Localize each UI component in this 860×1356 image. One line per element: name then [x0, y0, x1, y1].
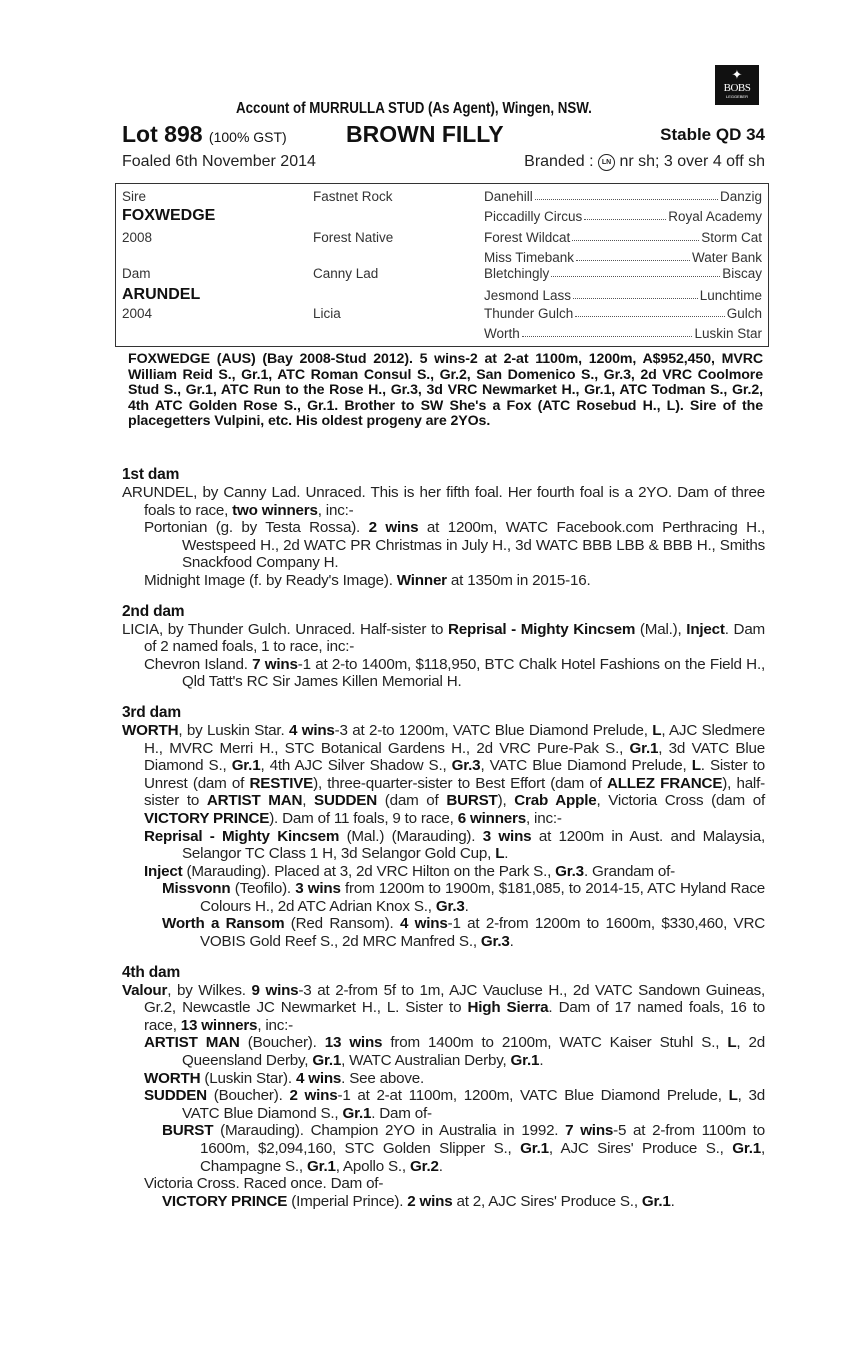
- entry-text: .: [670, 1192, 675, 1210]
- entry-text: , by Luskin Star.: [178, 721, 289, 739]
- entry-text: , Apollo S.,: [335, 1157, 410, 1175]
- entry-text: , Victoria Cross (dam of: [596, 792, 765, 810]
- ggp-horse: Thunder Gulch: [484, 306, 574, 321]
- ggp-horse: Bletchingly: [484, 266, 550, 281]
- ggp-sire: Water Bank: [691, 250, 762, 265]
- ggp-row: [484, 189, 762, 204]
- entry-text: -5 at 2-from 1100m to 1600m, $2,094,160, STC Golden Slipper S.,: [200, 1122, 765, 1157]
- highlight-text: ARTIST MAN: [144, 1034, 240, 1052]
- entry-text: LICIA, by Thunder Gulch. Unraced. Half-sister to: [122, 620, 449, 638]
- entry-text: (dam of: [376, 792, 447, 810]
- pedigree-entry: [122, 982, 765, 1035]
- entry-text: at 1350m in 2015-16.: [446, 571, 591, 589]
- highlight-text: Reprisal - Mighty Kincsem: [448, 620, 636, 638]
- dam-name: ARUNDEL: [122, 286, 201, 303]
- pedigree-entry: [122, 572, 765, 590]
- highlight-text: L: [495, 845, 505, 863]
- entry-text: .: [438, 1157, 443, 1175]
- highlight-text: Gr.3: [480, 933, 510, 951]
- section-heading: 4th dam: [122, 963, 181, 981]
- ggp-row: [484, 250, 762, 265]
- entry-text: . Dam of 2 named foals, 1 to race, inc:-: [144, 620, 766, 656]
- pedigree-entry: [122, 915, 765, 950]
- sire-summary: FOXWEDGE (AUS) (Bay 2008-Stud 2012). 5 wins-2 at 2-at 1100m, 1200m, A$952,450, MVRC William Reid S., Gr.1, ATC Roman Consul S., Gr.2, San Domenico S., Gr.3, 2d VRC Coolmore Stud S., Gr.1, ATC Run to the Rose H., Gr.3, 3d VRC Newmarket H., Gr.1, ATC Todman S., Gr.2, 4th ATC Golden Rose S., Gr.1. Brother to SW She's a Fox (ATC Rosebud H., L). Sire of the placegetters Vulpini, etc. His oldest progeny are 2YOs.: [128, 351, 763, 429]
- highlight-text: BURST: [162, 1122, 214, 1140]
- section-heading: 3rd dam: [122, 703, 181, 721]
- entry-text: -1 at 2-from 1200m to 1600m, $330,460, VRC VOBIS Gold Reef S., 2d MRC Manfred S.,: [200, 915, 765, 951]
- bobs-logo: ✦ BOBS LEGGEBER: [715, 65, 759, 105]
- pedigree-entry: [122, 484, 765, 519]
- highlight-text: Winner: [396, 571, 447, 589]
- ggp-sire: Gulch: [726, 306, 762, 321]
- highlight-text: L: [691, 757, 701, 775]
- entry-text: Midnight Image (f. by Ready's Image).: [144, 571, 397, 589]
- entry-text: , 3d VATC Blue Diamond S.,: [144, 739, 765, 775]
- entry-text: . Dam of-: [371, 1104, 432, 1122]
- lot-line: [122, 121, 765, 147]
- ggp-row: [484, 306, 762, 321]
- highlight-text: L: [728, 1087, 738, 1105]
- highlight-text: Missvonn: [162, 880, 231, 898]
- sire-year: 2008: [122, 230, 153, 245]
- highlight-text: 7 wins: [565, 1122, 614, 1140]
- entry-text: , AJC Sledmere H., MVRC Merri H., STC Botanical Gardens H., 2d VRC Pure-Pak S.,: [144, 721, 765, 757]
- entry-text: -3 at 2-to 1200m, VATC Blue Diamond Prelude,: [334, 721, 653, 739]
- pedigree-entry: [122, 1087, 765, 1122]
- highlight-text: Inject: [144, 862, 183, 880]
- entry-text: , WATC Australian Derby,: [341, 1052, 511, 1070]
- entry-text: at 2, AJC Sires' Produce S.,: [452, 1192, 642, 1210]
- highlight-text: Gr.1: [312, 1052, 342, 1070]
- entry-text: , inc:-: [317, 501, 354, 519]
- pedigree-entry: [122, 656, 765, 691]
- entry-text: -3 at 2-from 5f to 1m, AJC Vaucluse H., 2d VATC Sandown Guineas, Gr.2, Newcastle JC Newmarket H., L. Sister to: [144, 981, 765, 1017]
- pedigree-entry: [122, 1175, 765, 1193]
- entry-text: .: [464, 897, 469, 915]
- entry-text: (Luskin Star).: [200, 1069, 296, 1087]
- ggp-horse: Jesmond Lass: [484, 288, 572, 303]
- ggp-sire: Danzig: [719, 189, 762, 204]
- ggp-horse: Miss Timebank: [484, 250, 575, 265]
- entry-text: from 1200m to 1900m, $181,085, to 2014-15, ATC Hyland Race Colours H., 2d ATC Adrian Knox S.,: [200, 880, 765, 915]
- highlight-text: Gr.1: [306, 1157, 336, 1175]
- entry-text: , by Wilkes.: [167, 981, 252, 999]
- highlight-text: 2 wins: [289, 1087, 338, 1105]
- highlight-text: BURST: [446, 792, 498, 810]
- entry-text: , Champagne S.,: [200, 1140, 766, 1175]
- entry-text: , inc:-: [525, 809, 562, 827]
- ggp-sire: Royal Academy: [668, 209, 762, 224]
- pedigree-entry: [122, 880, 765, 915]
- dam-label: Dam: [122, 266, 151, 281]
- highlight-text: SUDDEN: [144, 1087, 207, 1105]
- ggp-row: [484, 326, 762, 341]
- highlight-text: 9 wins: [251, 981, 299, 999]
- grandsire: Fastnet Rock: [313, 189, 393, 204]
- entry-text: (Mal.) (Marauding).: [339, 827, 483, 845]
- ggp-horse: Worth: [484, 326, 520, 341]
- ggp-horse: Forest Wildcat: [484, 230, 571, 245]
- pedigree-entry: [122, 1122, 765, 1175]
- dam-section: [122, 704, 765, 951]
- entry-text: -1 at 2-at 1100m, 1200m, VATC Blue Diamond Prelude,: [337, 1087, 729, 1105]
- entry-text: Chevron Island.: [144, 655, 253, 673]
- entry-text: , inc:-: [257, 1016, 294, 1034]
- vendor-account: Account of MURRULLA STUD (As Agent), Wingen, NSW.: [236, 100, 592, 117]
- highlight-text: 3 wins: [295, 880, 341, 898]
- dot-leader: [535, 189, 718, 200]
- entry-text: Victoria Cross. Raced once. Dam of-: [144, 1175, 384, 1193]
- highlight-text: Reprisal - Mighty Kincsem: [144, 827, 340, 845]
- ggp-sire: Lunchtime: [699, 288, 762, 303]
- highlight-text: 3 wins: [482, 827, 532, 845]
- highlight-text: High Sierra: [467, 999, 549, 1017]
- entry-text: -1 at 2-to 1400m, $118,950, BTC Chalk Hotel Fashions on the Field H., Qld Tatt's RC Sir James Killen Memorial H.: [182, 655, 765, 691]
- entry-text: , 2d Queensland Derby,: [182, 1034, 765, 1070]
- granddam: Licia: [313, 306, 341, 321]
- pedigree-entry: [122, 863, 765, 881]
- highlight-text: Gr.3: [451, 757, 481, 775]
- ggp-row: [484, 266, 762, 281]
- section-heading: 1st dam: [122, 466, 180, 483]
- entry-text: , 4th AJC Silver Shadow S.,: [260, 757, 452, 775]
- gst-note: (100% GST): [208, 129, 287, 145]
- ggp-horse: Piccadilly Circus: [484, 209, 583, 224]
- highlight-text: 2 wins: [407, 1192, 453, 1210]
- highlight-text: WORTH: [144, 1069, 201, 1087]
- section-heading: 2nd dam: [122, 602, 185, 620]
- entry-text: (Marauding). Placed at 3, 2d VRC Hilton on the Park S.,: [182, 862, 556, 880]
- pedigree-entry: [122, 1070, 765, 1088]
- sire-name: FOXWEDGE: [122, 207, 216, 224]
- entry-text: ),: [497, 792, 515, 810]
- entry-text: (Red Ransom).: [284, 915, 400, 933]
- entry-text: (Boucher).: [206, 1087, 290, 1105]
- pedigree-entry: [122, 1193, 765, 1211]
- highlight-text: Gr.3: [435, 897, 465, 915]
- highlight-text: 4 wins: [400, 915, 448, 933]
- highlight-text: Inject: [686, 620, 725, 638]
- entry-text: . See above.: [341, 1069, 425, 1087]
- ggp-sire: Storm Cat: [701, 230, 762, 245]
- highlight-text: Gr.1: [629, 739, 659, 757]
- entry-text: (Teofilo).: [230, 880, 296, 898]
- highlight-text: Gr.1: [231, 757, 261, 775]
- highlight-text: 4 wins: [295, 1069, 342, 1087]
- highlight-text: 6 winners: [457, 809, 526, 827]
- pedigree-entry: [122, 621, 765, 656]
- dam-section: [122, 964, 765, 1211]
- pedigree-table: [115, 183, 769, 347]
- dot-leader: [572, 230, 699, 241]
- highlight-text: Valour: [122, 981, 168, 999]
- ggp-sire: Biscay: [722, 266, 762, 281]
- dot-leader: [551, 266, 720, 277]
- sire-dam: Forest Native: [313, 230, 394, 245]
- colour-sex: BROWN FILLY: [346, 121, 504, 147]
- ggp-horse: Danehill: [484, 189, 533, 204]
- pedigree-entry: [122, 1034, 765, 1069]
- sire-label: Sire: [122, 189, 147, 204]
- entry-text: , VATC Blue Diamond Prelude,: [480, 757, 692, 775]
- dam-year: 2004: [122, 306, 153, 321]
- highlight-text: Gr.1: [520, 1140, 549, 1157]
- entry-text: , AJC Sires' Produce S.,: [548, 1140, 733, 1157]
- foaled-date: Foaled 6th November 2014: [122, 153, 316, 170]
- highlight-text: two winners: [232, 501, 318, 519]
- highlight-text: Gr.3: [555, 862, 584, 880]
- entry-text: ,: [302, 792, 315, 810]
- branded-info: Branded : LN nr sh; 3 over 4 off sh: [524, 153, 765, 170]
- entry-text: ARUNDEL, by Canny Lad. Unraced. This is her fifth foal. Her fourth foal is a 2YO. Dam of three foals to race,: [122, 484, 765, 519]
- highlight-text: 13 winners: [180, 1016, 258, 1034]
- entry-text: . Grandam of-: [583, 862, 676, 880]
- highlight-text: 13 wins: [324, 1034, 383, 1052]
- highlight-text: 7 wins: [252, 655, 298, 673]
- ggp-sire: Luskin Star: [694, 326, 762, 341]
- highlight-text: Crab Apple: [514, 792, 597, 810]
- entry-text: (Mal.),: [635, 620, 687, 638]
- lot-number: Lot 898 (100% GST): [122, 121, 287, 147]
- dam-sire: Canny Lad: [313, 266, 379, 281]
- family-details: [122, 466, 765, 1223]
- highlight-text: Gr.1: [732, 1140, 761, 1157]
- dot-leader: [575, 306, 724, 317]
- entry-text: from 1400m to 2100m, WATC Kaiser Stuhl S.,: [382, 1034, 728, 1052]
- entry-text: ). Dam of 11 foals, 9 to race,: [269, 809, 458, 827]
- entry-text: , 3d VATC Blue Diamond S.,: [182, 1087, 765, 1122]
- highlight-text: 2 wins: [368, 519, 419, 537]
- ggp-row: [484, 288, 762, 303]
- highlight-text: Gr.1: [342, 1104, 372, 1122]
- ggp-row: [484, 230, 762, 245]
- pedigree-entry: [122, 722, 765, 828]
- dot-leader: [584, 209, 666, 220]
- highlight-text: SUDDEN: [314, 792, 377, 810]
- highlight-text: 4 wins: [288, 721, 335, 739]
- entry-text: at 1200m in Aust. and Malaysia, Selangor TC Class 1 H, 3d Selangor Gold Cup,: [182, 827, 765, 863]
- highlight-text: L: [727, 1034, 737, 1052]
- entry-text: (Boucher).: [239, 1034, 325, 1052]
- entry-text: .: [504, 845, 509, 863]
- highlight-text: Gr.2: [409, 1157, 439, 1175]
- highlight-text: RESTIVE: [249, 774, 314, 792]
- pedigree-entry: [122, 519, 765, 572]
- highlight-text: L: [652, 721, 662, 739]
- highlight-text: Worth a Ransom: [162, 915, 285, 933]
- entry-text: at 1200m, WATC Facebook.com Perthracing H., Westspeed H., 2d WATC PR Christmas in July H., 3d WATC BBB LBB & BBB H., Smiths Snackfood Company H.: [182, 519, 765, 572]
- highlight-text: ARTIST MAN: [206, 792, 303, 810]
- dam-section: [122, 603, 765, 691]
- entry-text: (Marauding). Champion 2YO in Australia in 1992.: [213, 1122, 566, 1140]
- highlight-text: WORTH: [122, 721, 179, 739]
- dot-leader: [573, 288, 698, 299]
- pedigree-entry: [122, 828, 765, 863]
- stable-number: Stable QD 34: [660, 125, 765, 144]
- highlight-text: ALLEZ FRANCE: [606, 774, 723, 792]
- entry-text: . Sister to Unrest (dam of: [144, 757, 766, 792]
- entry-text: (Imperial Prince).: [287, 1192, 408, 1210]
- dot-leader: [576, 250, 690, 261]
- highlight-text: Gr.1: [510, 1052, 540, 1070]
- entry-text: .: [509, 933, 514, 951]
- entry-text: . Dam of 17 named foals, 16 to race,: [144, 999, 765, 1034]
- entry-text: ), three-quarter-sister to Best Effort (dam of: [313, 774, 607, 792]
- ggp-row: [484, 209, 762, 224]
- highlight-text: VICTORY PRINCE: [162, 1192, 288, 1210]
- dam-section: [122, 466, 765, 590]
- brand-mark-icon: LN: [598, 154, 615, 171]
- dot-leader: [522, 326, 693, 337]
- entry-text: .: [539, 1052, 544, 1070]
- entry-text: Portonian (g. by Testa Rossa).: [144, 519, 369, 537]
- entry-text: ), half-sister to: [144, 774, 765, 810]
- highlight-text: VICTORY PRINCE: [144, 809, 270, 827]
- highlight-text: Gr.1: [641, 1192, 671, 1210]
- bird-icon: ✦: [731, 67, 743, 82]
